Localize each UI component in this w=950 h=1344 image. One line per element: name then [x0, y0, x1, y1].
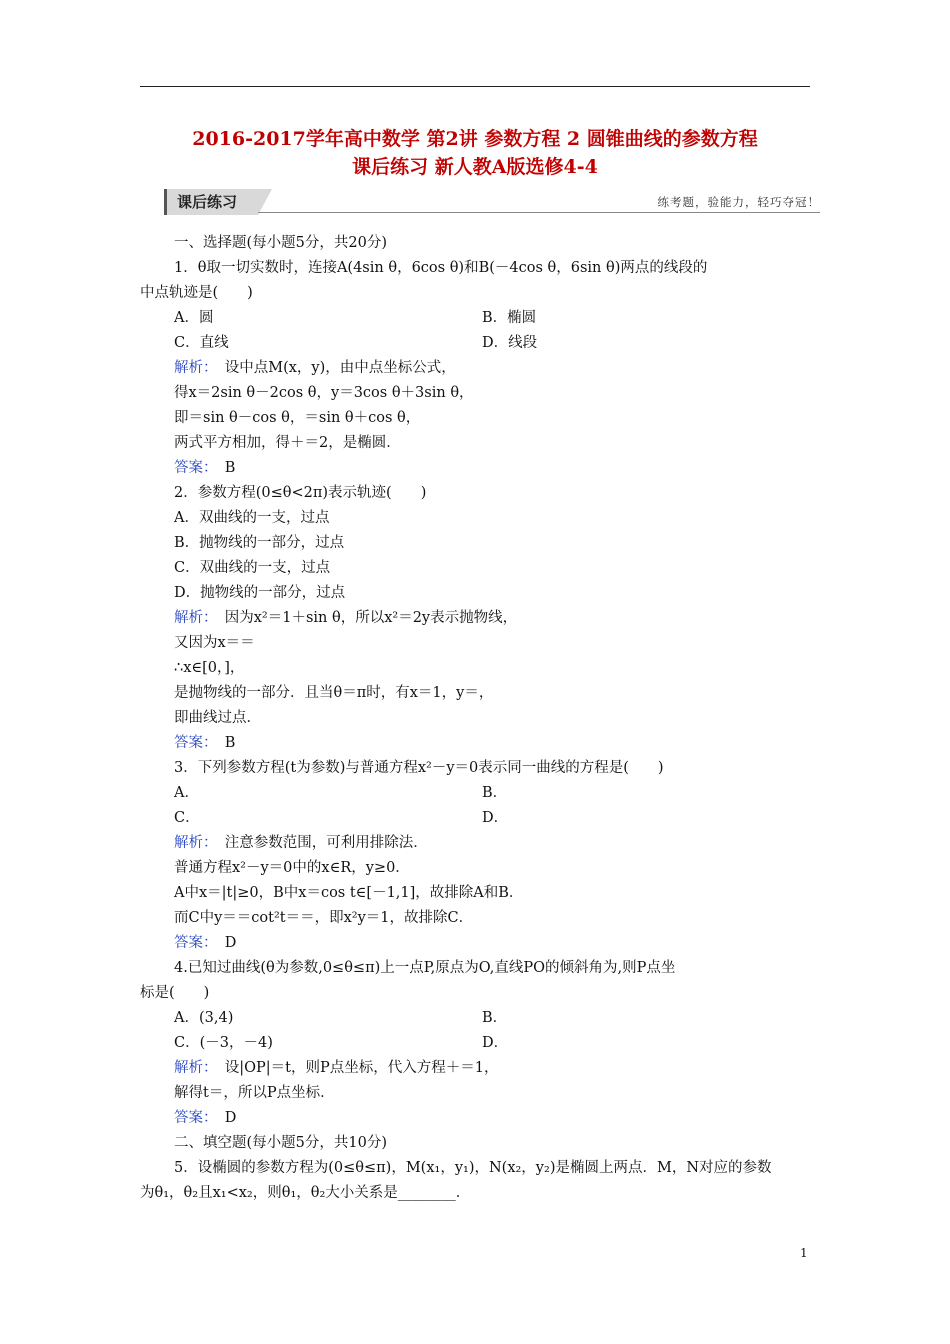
solution-text: 即＝sin θ－cos θ，＝sin θ＋cos θ，: [174, 410, 421, 426]
answer-value: D: [224, 935, 237, 951]
question-text: 为θ₁，θ₂且x₁<x₂，则θ₁，θ₂大小关系是________．: [140, 1185, 471, 1201]
question-text: 3．下列参数方程(t为参数)与普通方程x²－y＝0表示同一曲线的方程是( ): [174, 760, 664, 776]
question-text: 中点轨迹是( ): [140, 285, 253, 301]
solution-label: 解析：: [174, 360, 211, 376]
option-d: D．抛物线的一部分，过点: [174, 585, 346, 601]
option-b: B．椭圆: [482, 310, 537, 326]
section-heading: 二、填空题(每小题5分，共10分): [174, 1135, 387, 1151]
solution-text: ∴x∈[0，]，: [174, 660, 245, 676]
question-text: 4.已知过曲线(θ为参数,0≤θ≤π)上一点P,原点为O,直线PO的倾斜角为,则P点坐: [174, 960, 676, 976]
option-b: B．: [482, 1010, 508, 1026]
answer-line: [174, 733, 235, 753]
solution-text: 又因为x＝＝: [174, 635, 255, 651]
solution-text: 即曲线过点．: [174, 710, 261, 726]
answer-line: [174, 1108, 236, 1128]
slogan: 练考题，验能力，轻巧夺冠！: [657, 195, 820, 209]
solution-text: 是抛物线的一部分．且当θ＝π时，有x＝1，y＝，: [174, 685, 494, 701]
answer-value: B: [224, 460, 236, 476]
answer-line: [174, 458, 235, 478]
answer-label: 答案：: [174, 735, 211, 751]
answer-label: 答案：: [174, 935, 211, 951]
solution-line: [174, 1058, 498, 1078]
question-text: 2．参数方程(0≤θ<2π)表示轨迹( ): [174, 485, 427, 501]
solution-text: 得x＝2sin θ－2cos θ，y＝3cos θ＋3sin θ，: [174, 385, 474, 401]
solution-text: 解得t＝，所以P点坐标．: [174, 1085, 335, 1101]
top-rule: [140, 86, 810, 87]
option-b: B．: [482, 785, 508, 801]
solution-text: 两式平方相加，得＋＝2，是椭圆．: [174, 435, 401, 451]
answer-line: [174, 933, 236, 953]
option-a: A．双曲线的一支，过点: [174, 510, 330, 526]
option-b: B．抛物线的一部分，过点: [174, 535, 345, 551]
solution-label: 解析：: [174, 835, 211, 851]
question-text: 标是( ): [140, 985, 210, 1001]
option-d: D．: [482, 810, 509, 826]
option-c: C．直线: [174, 335, 229, 351]
page-number: 1: [800, 1246, 808, 1260]
option-c: C．双曲线的一支，过点: [174, 560, 331, 576]
solution-text: 注意参数范围，可利用排除法．: [224, 835, 428, 851]
option-a: A．: [174, 785, 199, 801]
answer-value: D: [224, 1110, 237, 1126]
solution-text: 普通方程x²－y＝0中的x∈R，y≥0．: [174, 860, 410, 876]
answer-value: B: [224, 735, 236, 751]
solution-label: 解析：: [174, 1060, 211, 1076]
solution-line: [174, 608, 517, 628]
option-d: D．线段: [482, 335, 538, 351]
doc-title-line2: 课后练习 新人教A版选修4-4: [352, 156, 598, 178]
option-a: A．圆: [174, 310, 214, 326]
section-heading: 一、选择题(每小题5分，共20分): [174, 235, 387, 251]
answer-label: 答案：: [174, 1110, 211, 1126]
solution-text: 因为x²＝1＋sin θ，所以x²＝2y表示抛物线，: [224, 610, 518, 626]
option-a: A．(3,4): [174, 1010, 234, 1026]
question-text: 5．设椭圆的参数方程为(0≤θ≤π)，M(x₁，y₁)，N(x₂，y₂)是椭圆上两点．M，N对应的参数: [174, 1160, 772, 1176]
solution-label: 解析：: [174, 610, 211, 626]
section-badge: 课后练习: [164, 189, 258, 215]
answer-label: 答案：: [174, 460, 211, 476]
option-d: D．: [482, 1035, 509, 1051]
solution-text: A中x＝|t|≥0，B中x＝cos t∈[－1,1]，故排除A和B．: [174, 885, 524, 901]
solution-line: [174, 358, 456, 378]
question-text: 1．θ取一切实数时，连接A(4sin θ，6cos θ)和B(－4cos θ，6sin θ)两点的线段的: [174, 260, 708, 276]
solution-text: 而C中y＝＝cot²t＝＝，即x²y＝1，故排除C．: [174, 910, 474, 926]
solution-text: 设中点M(x，y)，由中点坐标公式，: [224, 360, 456, 376]
option-c: C．: [174, 810, 200, 826]
badge-rule: [258, 212, 820, 213]
solution-text: 设|OP|＝t，则P点坐标，代入方程＋＝1，: [224, 1060, 499, 1076]
option-c: C．(－3，－4): [174, 1035, 273, 1051]
doc-title-line1: 2016-2017学年高中数学 第2讲 参数方程 2 圆锥曲线的参数方程: [192, 128, 758, 150]
solution-line: [174, 833, 428, 853]
